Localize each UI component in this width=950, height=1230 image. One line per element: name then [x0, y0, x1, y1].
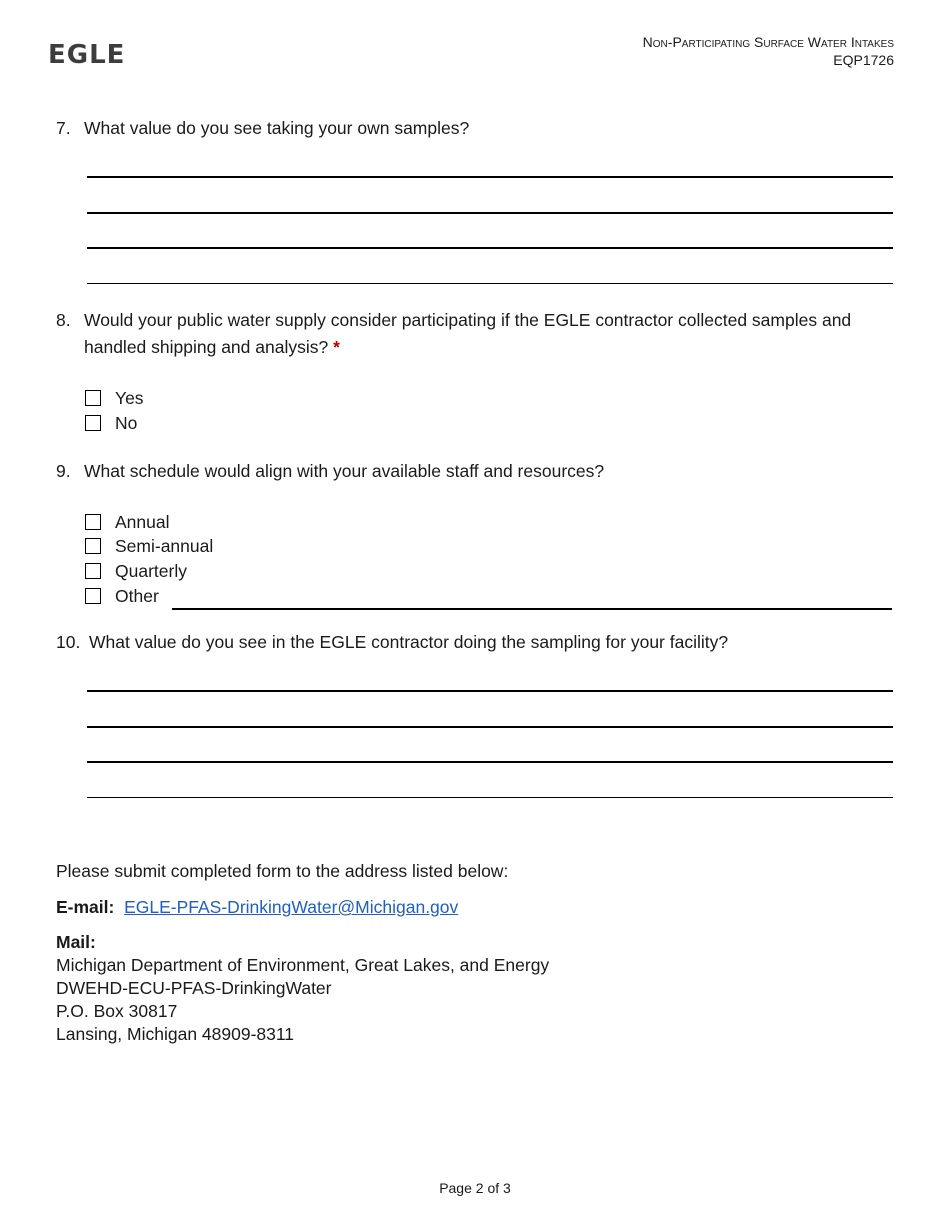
- option-label: Other: [115, 586, 159, 606]
- submit-instructions: Please submit completed form to the address listed below:: [56, 861, 509, 881]
- address-line: Michigan Department of Environment, Great Lakes, and Energy: [56, 955, 550, 975]
- option-label: Annual: [115, 512, 170, 532]
- question-text: What value do you see taking your own samples?: [84, 118, 470, 138]
- email-row: [56, 896, 458, 919]
- email-label: E-mail:: [56, 897, 115, 917]
- form-code: EQP1726: [833, 52, 894, 68]
- question-7: [56, 115, 896, 142]
- option-no[interactable]: [85, 413, 137, 433]
- q10-answer-line-4[interactable]: [87, 797, 893, 798]
- q10-answer-line-3[interactable]: [87, 761, 893, 763]
- question-number: 8.: [56, 310, 71, 330]
- address-line: DWEHD-ECU-PFAS-DrinkingWater: [56, 978, 332, 998]
- option-label: Yes: [115, 388, 144, 408]
- q7-answer-line-2[interactable]: [87, 212, 893, 214]
- checkbox-quarterly[interactable]: [85, 563, 101, 579]
- required-marker: *: [333, 337, 340, 357]
- question-text: What schedule would align with your available staff and resources?: [84, 461, 605, 481]
- page-number: Page 2 of 3: [439, 1180, 511, 1196]
- option-label: Semi-annual: [115, 536, 214, 556]
- q7-answer-line-4[interactable]: [87, 283, 893, 284]
- option-annual[interactable]: [85, 512, 170, 532]
- checkbox-other[interactable]: [85, 588, 101, 604]
- checkbox-no[interactable]: [85, 415, 101, 431]
- address-line: Lansing, Michigan 48909-8311: [56, 1024, 295, 1044]
- option-quarterly[interactable]: [85, 561, 187, 581]
- checkbox-annual[interactable]: [85, 514, 101, 530]
- address-line: P.O. Box 30817: [56, 1001, 178, 1021]
- other-answer-line[interactable]: [172, 608, 892, 610]
- option-semi-annual[interactable]: [85, 536, 213, 556]
- mail-label: Mail:: [56, 932, 96, 952]
- q10-answer-line-2[interactable]: [87, 726, 893, 728]
- address-block: [56, 954, 549, 1046]
- question-number: 9.: [56, 461, 71, 481]
- option-other[interactable]: [85, 586, 159, 606]
- egle-logo: EGLE: [48, 40, 126, 70]
- q10-answer-line-1[interactable]: [87, 690, 893, 692]
- question-text: What value do you see in the EGLE contractor doing the sampling for your facility?: [89, 632, 729, 652]
- option-label: No: [115, 413, 138, 433]
- question-text: [84, 307, 896, 361]
- question-8: [56, 307, 896, 361]
- form-header: [643, 33, 894, 69]
- email-link[interactable]: EGLE-PFAS-DrinkingWater@Michigan.gov: [124, 897, 459, 917]
- option-yes[interactable]: [85, 388, 144, 408]
- question-text-body: Would your public water supply consider participating if the EGLE contractor collected samples and handled shipping and analysis?: [84, 310, 852, 357]
- question-number: 10.: [56, 632, 81, 652]
- question-10: [56, 629, 896, 656]
- q7-answer-line-3[interactable]: [87, 247, 893, 249]
- checkbox-yes[interactable]: [85, 390, 101, 406]
- form-title: Non-Participating Surface Water Intakes: [642, 34, 894, 50]
- question-number: 7.: [56, 118, 71, 138]
- q7-answer-line-1[interactable]: [87, 176, 893, 178]
- checkbox-semi-annual[interactable]: [85, 538, 101, 554]
- option-label: Quarterly: [115, 561, 187, 581]
- question-9: [56, 458, 896, 485]
